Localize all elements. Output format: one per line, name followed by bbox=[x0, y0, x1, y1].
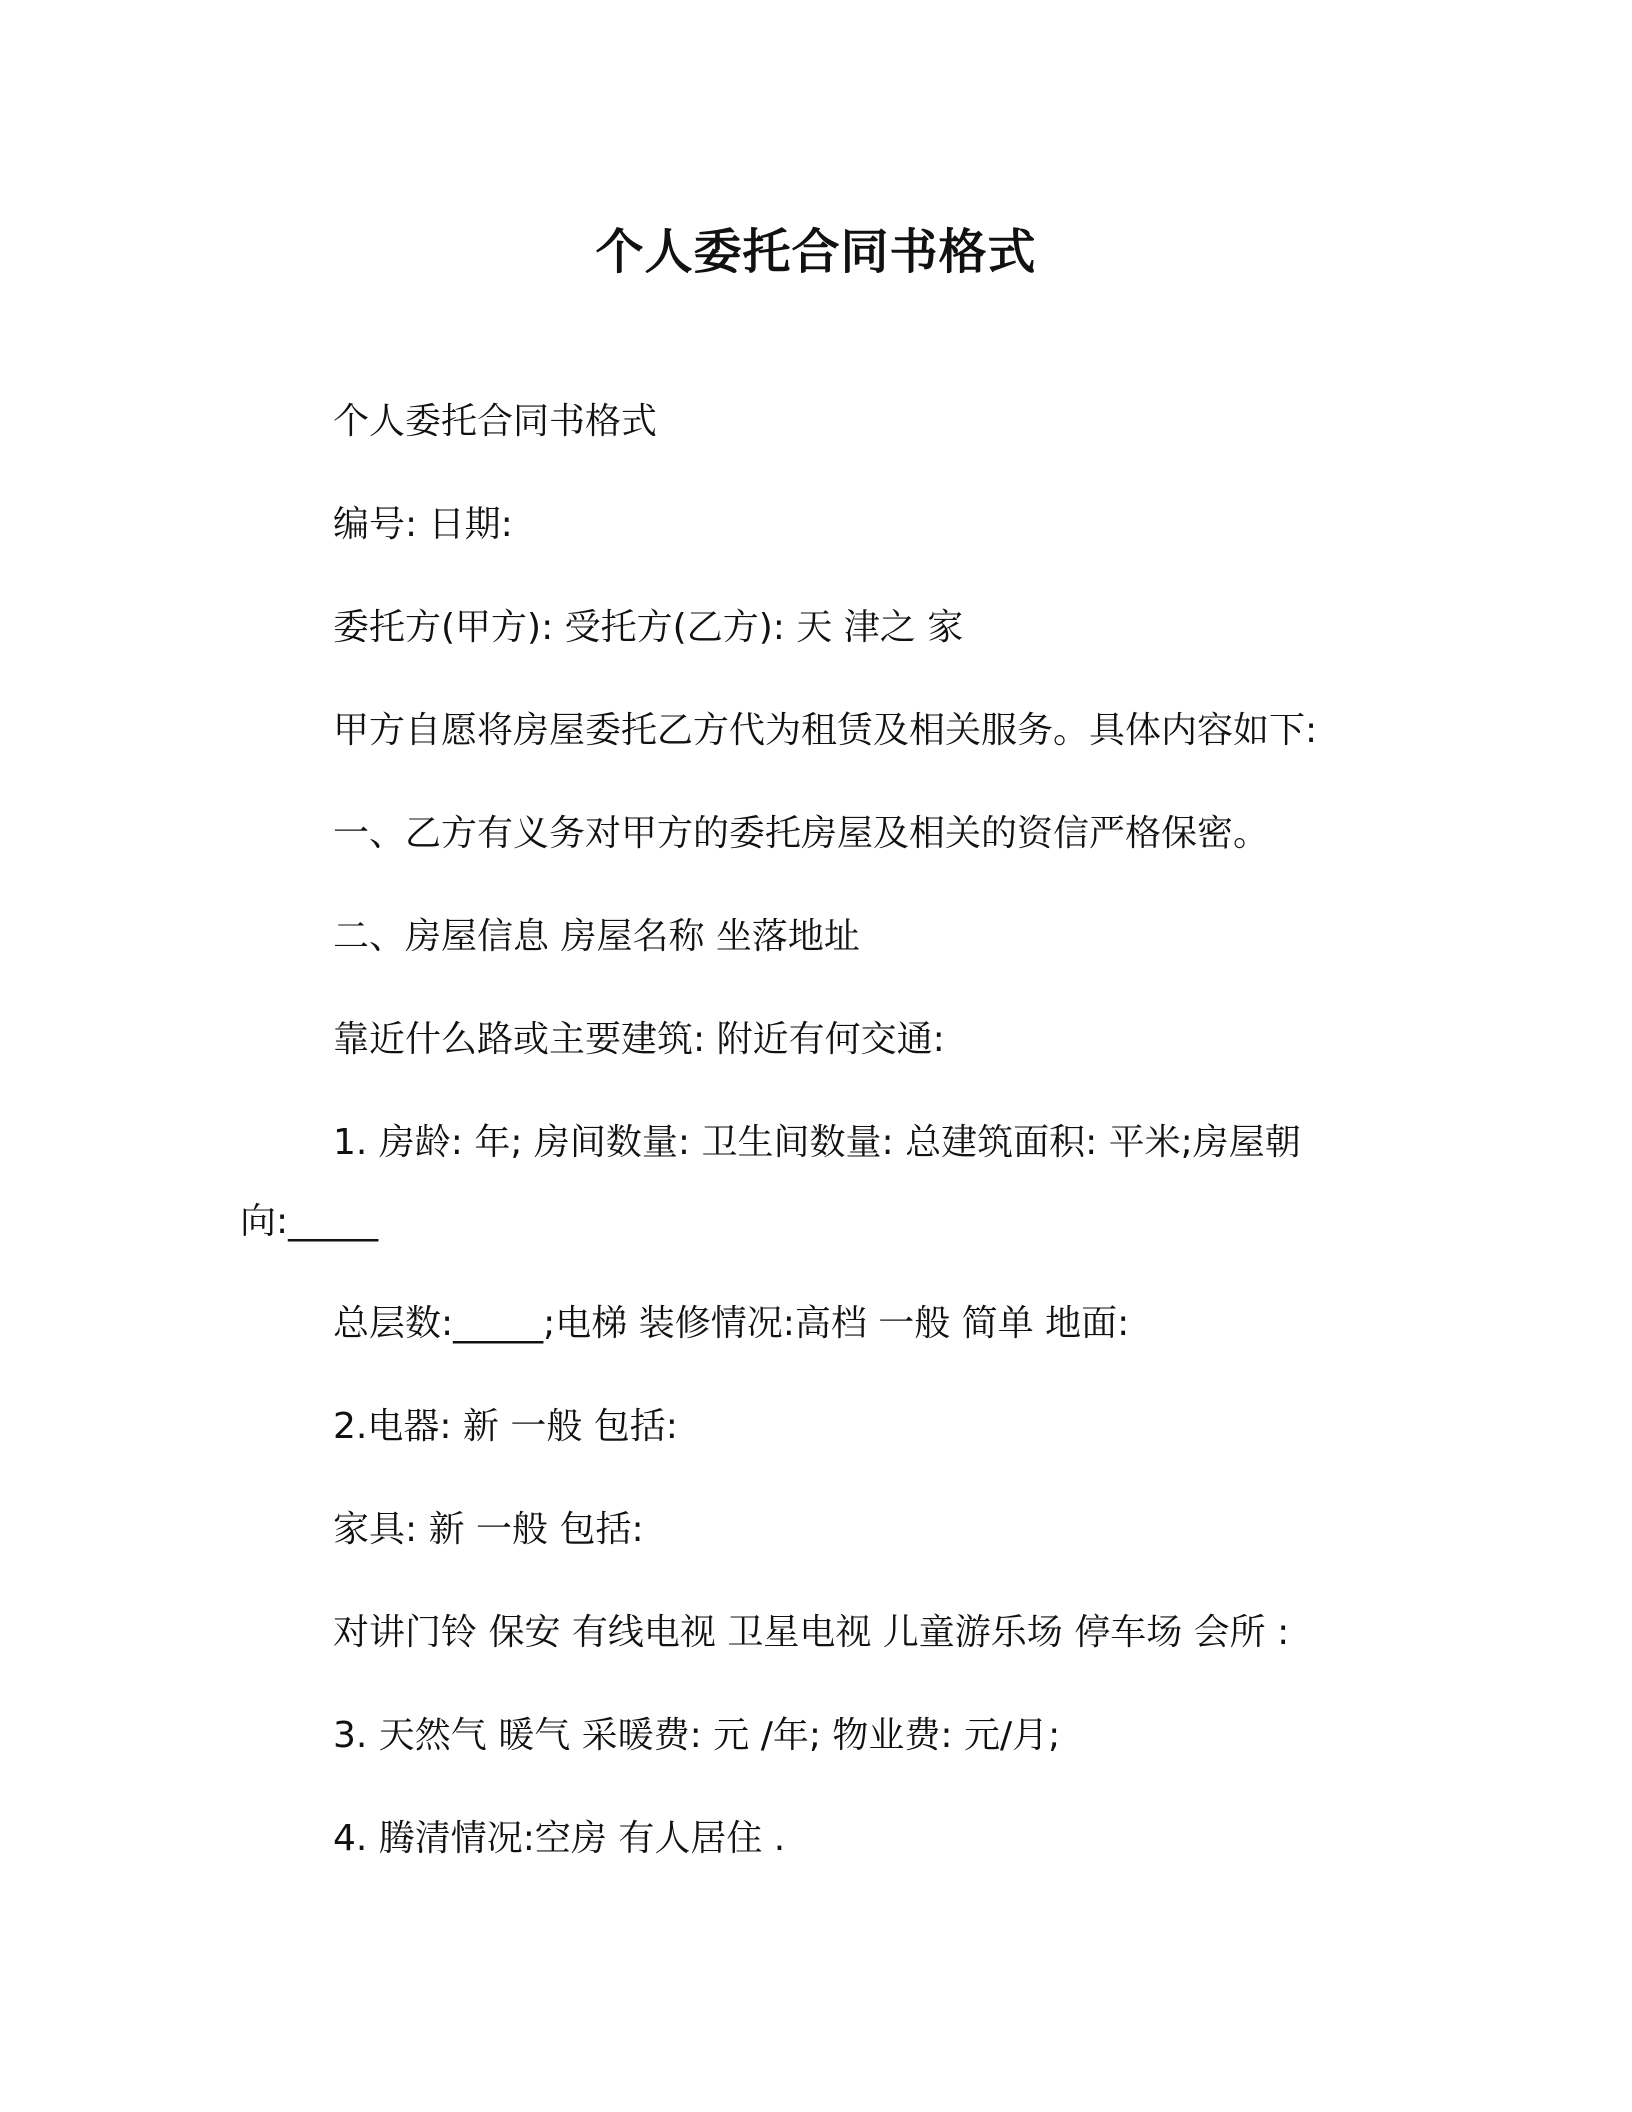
vacancy-line: 4. 腾清情况:空房 有人居住 . bbox=[333, 1818, 786, 1859]
furniture-line: 家具: 新 一般 包括: bbox=[333, 1509, 644, 1550]
appliances-line: 2.电器: 新 一般 包括: bbox=[333, 1406, 678, 1447]
location-line: 靠近什么路或主要建筑: 附近有何交通: bbox=[333, 1019, 945, 1060]
document-title: 个人委托合同书格式 bbox=[595, 224, 1037, 280]
item-one-continuation: 向:_____ bbox=[240, 1201, 379, 1242]
intro-paragraph: 甲方自愿将房屋委托乙方代为租赁及相关服务。具体内容如下: bbox=[333, 710, 1318, 751]
clause-one: 一、乙方有义务对甲方的委托房屋及相关的资信严格保密。 bbox=[333, 813, 1270, 854]
facilities-line: 对讲门铃 保安 有线电视 卫星电视 儿童游乐场 停车场 会所 : bbox=[333, 1612, 1290, 1653]
parties-line: 委托方(甲方): 受托方(乙方): 天 津之 家 bbox=[333, 607, 964, 648]
floors-line: 总层数:_____;电梯 装修情况:高档 一般 简单 地面: bbox=[333, 1303, 1130, 1344]
item-one-line: 1. 房龄: 年; 房间数量: 卫生间数量: 总建筑面积: 平米;房屋朝 bbox=[333, 1122, 1301, 1163]
fees-line: 3. 天然气 暖气 采暖费: 元 /年; 物业费: 元/月; bbox=[333, 1715, 1061, 1756]
subtitle-line: 个人委托合同书格式 bbox=[333, 401, 658, 442]
clause-two-heading: 二、房屋信息 房屋名称 坐落地址 bbox=[333, 916, 860, 957]
number-date-line: 编号: 日期: bbox=[333, 504, 513, 545]
